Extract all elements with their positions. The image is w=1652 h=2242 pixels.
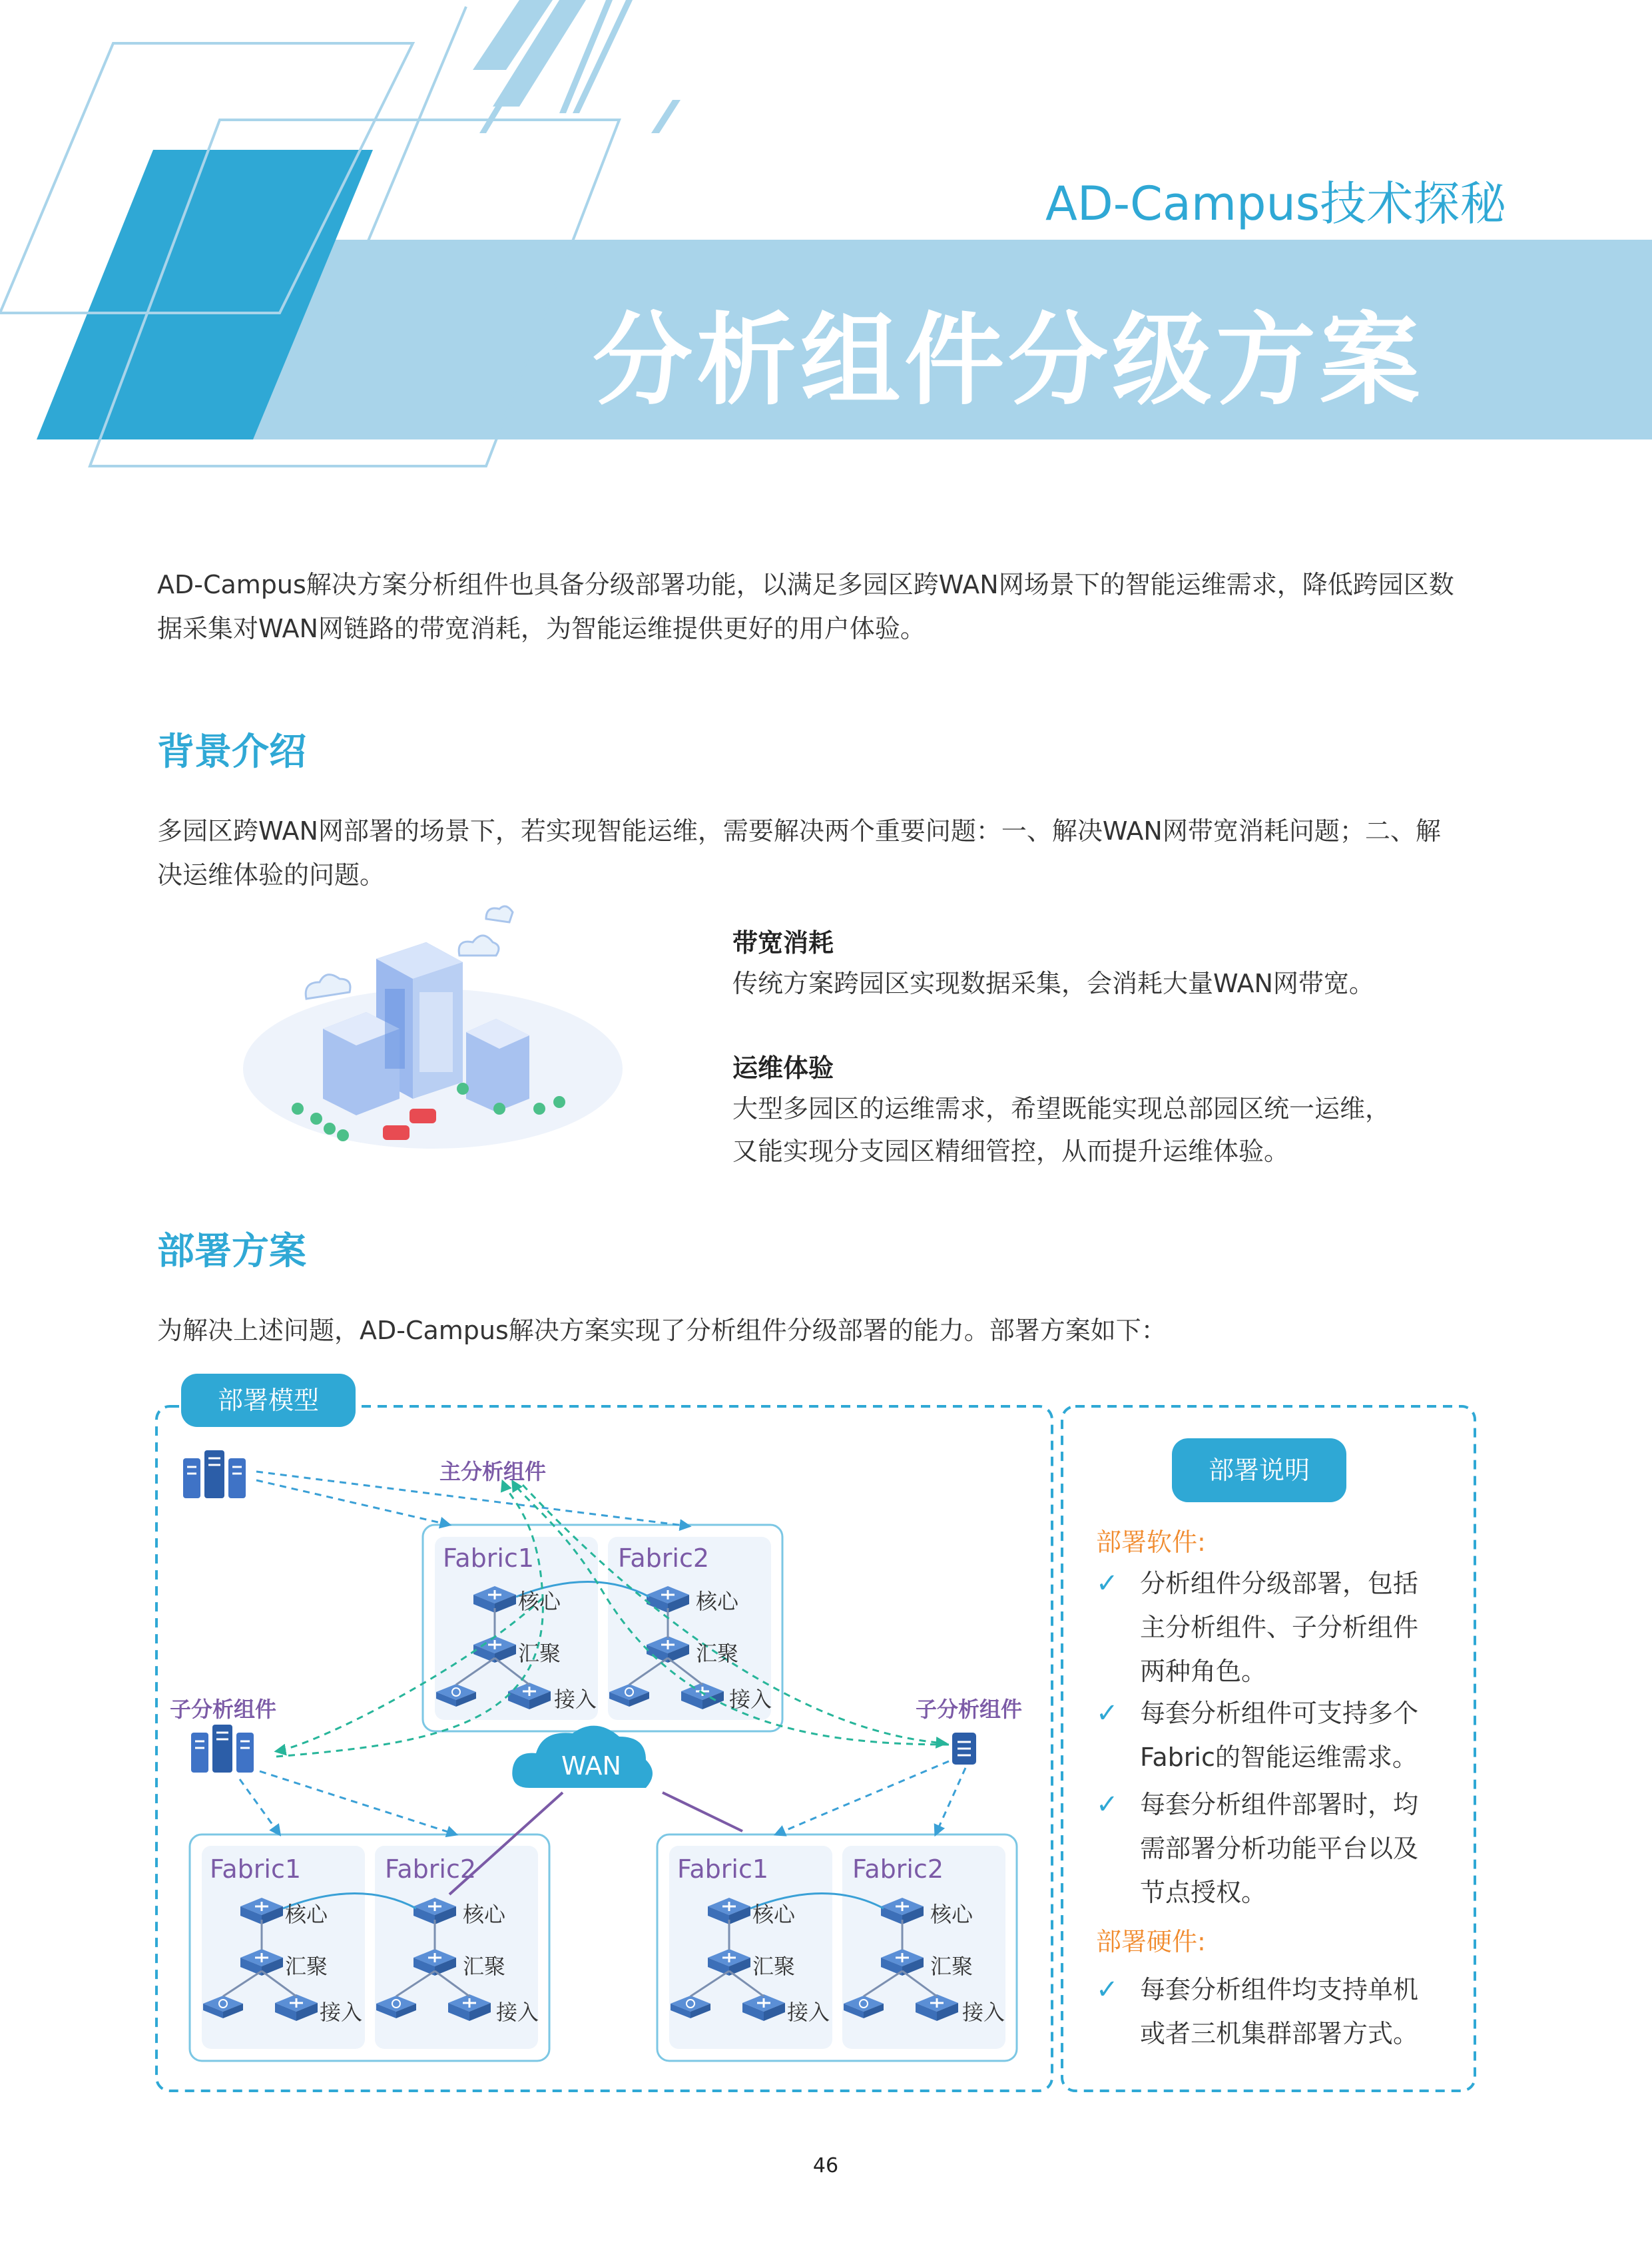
sub-component-left-label: 子分析组件 bbox=[170, 1697, 277, 1722]
note-line: 需部署分析功能平台以及 bbox=[1140, 1834, 1419, 1863]
note-line: 节点授权。 bbox=[1140, 1878, 1267, 1907]
access-label: 接入 bbox=[729, 1687, 772, 1712]
item-title-ops: 运维体验 bbox=[732, 1053, 834, 1083]
aggregation-label: 汇聚 bbox=[696, 1641, 739, 1666]
fabric1-label: Fabric1 bbox=[210, 1854, 302, 1884]
aggregation-label: 汇聚 bbox=[930, 1954, 973, 1979]
item-text-ops-line-2: 又能实现分支园区精细管控，从而提升运维体验。 bbox=[732, 1137, 1290, 1166]
background-paragraph bbox=[157, 809, 1489, 897]
access-label: 接入 bbox=[962, 2000, 1005, 2025]
item-text-bandwidth-line: 传统方案跨园区实现数据采集，会消耗大量WAN网带宽。 bbox=[732, 969, 1374, 998]
aggregation-label: 汇聚 bbox=[463, 1954, 506, 1979]
deploy-notes-badge: 部署说明 bbox=[1172, 1438, 1346, 1502]
note-line: 主分析组件、子分析组件 bbox=[1140, 1613, 1419, 1642]
note-item bbox=[1096, 1783, 1442, 1914]
intro-paragraph bbox=[157, 563, 1489, 651]
section-heading-background: 背景介绍 bbox=[157, 730, 306, 774]
core-label: 核心 bbox=[285, 1902, 328, 1927]
aggregation-label: 汇聚 bbox=[285, 1954, 328, 1979]
core-label: 核心 bbox=[752, 1902, 796, 1927]
note-line: 每套分析组件均支持单机 bbox=[1140, 1975, 1419, 2004]
access-label: 接入 bbox=[496, 2000, 539, 2025]
page-title: 分析组件分级方案 bbox=[593, 303, 1424, 419]
item-text-ops bbox=[732, 1087, 1465, 1173]
check-icon: ✓ bbox=[1096, 1974, 1119, 2005]
fabric2-label: Fabric2 bbox=[385, 1854, 477, 1884]
note-item bbox=[1096, 1561, 1442, 1693]
background-line-1: 多园区跨WAN网部署的场景下，若实现智能运维，需要解决两个重要问题：一、解决WAN网带宽消耗问题；二、解 bbox=[157, 816, 1441, 846]
small-server-icon bbox=[952, 1733, 976, 1765]
fabric2-label: Fabric2 bbox=[852, 1854, 944, 1884]
access-label: 接入 bbox=[320, 2000, 363, 2025]
section-heading-deploy: 部署方案 bbox=[157, 1230, 306, 1273]
fabric2-label: Fabric2 bbox=[618, 1543, 710, 1573]
item-text-bandwidth bbox=[732, 962, 1465, 1005]
deploy-intro: 为解决上述问题，AD-Campus解决方案实现了分析组件分级部署的能力。部署方案如下： bbox=[157, 1316, 1167, 1345]
item-text-ops-line-1: 大型多园区的运维需求，希望既能实现总部园区统一运维， bbox=[732, 1094, 1391, 1123]
note-item bbox=[1096, 1968, 1442, 2056]
note-line: 分析组件分级部署，包括 bbox=[1140, 1569, 1419, 1598]
note-line: 每套分析组件部署时，均 bbox=[1140, 1790, 1419, 1819]
hardware-heading: 部署硬件: bbox=[1096, 1927, 1206, 1956]
background-line-2: 决运维体验的问题。 bbox=[157, 860, 386, 890]
note-line: 每套分析组件可支持多个 bbox=[1140, 1699, 1419, 1728]
fabric1-label: Fabric1 bbox=[677, 1854, 769, 1884]
main-component-label: 主分析组件 bbox=[439, 1459, 547, 1484]
core-label: 核心 bbox=[930, 1902, 973, 1927]
intro-line-2: 据采集对WAN网链路的带宽消耗，为智能运维提供更好的用户体验。 bbox=[157, 614, 926, 643]
core-label: 核心 bbox=[518, 1589, 561, 1614]
wan-label: WAN bbox=[561, 1751, 621, 1781]
software-heading: 部署软件: bbox=[1096, 1528, 1206, 1557]
aggregation-label: 汇聚 bbox=[518, 1641, 561, 1666]
deploy-model-badge: 部署模型 bbox=[181, 1374, 356, 1427]
page-number: 46 bbox=[812, 2154, 839, 2177]
campus-illustration bbox=[233, 899, 633, 1192]
header-subtitle: AD-Campus技术探秘 bbox=[1045, 176, 1507, 231]
check-icon: ✓ bbox=[1096, 1789, 1119, 1820]
item-title-bandwidth: 带宽消耗 bbox=[732, 928, 834, 958]
core-label: 核心 bbox=[463, 1902, 506, 1927]
note-line: 或者三机集群部署方式。 bbox=[1140, 2019, 1419, 2048]
fabric1-label: Fabric1 bbox=[443, 1543, 535, 1573]
note-line: 两种角色。 bbox=[1140, 1657, 1267, 1686]
access-label: 接入 bbox=[787, 2000, 830, 2025]
aggregation-label: 汇聚 bbox=[752, 1954, 796, 1979]
note-line: Fabric的智能运维需求。 bbox=[1140, 1743, 1418, 1772]
access-label: 接入 bbox=[554, 1687, 597, 1712]
sub-component-right-label: 子分析组件 bbox=[916, 1697, 1023, 1722]
core-label: 核心 bbox=[696, 1589, 739, 1614]
intro-line-1: AD-Campus解决方案分析组件也具备分级部署功能，以满足多园区跨WAN网场景下的智能运维需求，降低跨园区数 bbox=[157, 570, 1454, 599]
note-item bbox=[1096, 1691, 1442, 1779]
check-icon: ✓ bbox=[1096, 1698, 1119, 1729]
check-icon: ✓ bbox=[1096, 1568, 1119, 1599]
